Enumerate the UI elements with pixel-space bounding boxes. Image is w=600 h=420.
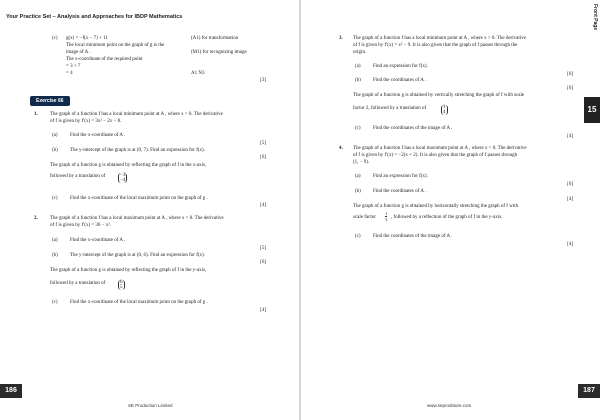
q3-stem-line2: of f is given by f′(x) = x² − 9. It is also given that the graph of f passes through the [353, 43, 518, 48]
q2-b-marks: [6] [260, 260, 266, 265]
q2-vec-bottom: 5 [120, 285, 123, 291]
q2-c-text: Find the x-coordinate of the local maximum point on the graph of g . [70, 300, 208, 305]
q1-number: 1. [34, 112, 38, 117]
q4-c-text: Find the coordinates of the image of A . [373, 234, 453, 239]
q2-vec-top: 6 [120, 280, 123, 286]
q2-transform-line1: The graph of a function g is obtained by reflecting the graph of f in the y-axis, [50, 268, 207, 273]
q4-transform-line2a: scale factor [353, 215, 376, 220]
q1-vec-top: −3 [120, 173, 126, 179]
q3-b-marks: [6] [567, 86, 573, 91]
q1-b-label: (b) [52, 148, 58, 153]
prev-line4: The x-coordinate of the required point [66, 57, 143, 62]
q4-c-marks: [4] [567, 242, 573, 247]
q4-scale-fraction [385, 211, 387, 222]
prev-line3-note: (M1) for recognizing image [191, 50, 247, 55]
q2-c-label: (c) [52, 300, 58, 305]
prev-line6: = 4 [66, 71, 73, 76]
q4-c-label: (c) [355, 234, 361, 239]
q3-stem-line3: origin. [353, 50, 367, 55]
q3-c-label: (c) [355, 126, 361, 131]
q3-stem-line1: The graph of a function f has a local minimum point at A , where x > 0. The derivative [353, 36, 526, 41]
right-page [301, 0, 600, 420]
q4-a-marks: [6] [567, 182, 573, 187]
q2-translation-vector [118, 276, 125, 294]
q1-c-marks: [4] [260, 203, 266, 208]
q1-a-marks: [5] [260, 141, 266, 146]
q3-c-marks: [4] [567, 134, 573, 139]
q1-b-text: The y-intercept of the graph is at (0, 7). Find an expression for f(x). [70, 148, 205, 153]
right-page-number: 187 [578, 384, 600, 398]
q3-b-label: (b) [355, 78, 361, 83]
q1-vec-bottom: −4 [120, 178, 126, 184]
q3-translation-vector [441, 101, 448, 119]
publisher-footer: SE Production Limited [128, 403, 173, 408]
q4-transform-line2b: , followed by a reflection of the graph of f in the y-axis. [391, 215, 503, 220]
chapter-tab: 15 [584, 97, 600, 123]
q4-frac-bottom: 3 [385, 217, 388, 222]
q4-transform-line1: The graph of a function g is obtained by horizontally stretching the graph of f with [353, 204, 519, 209]
prev-line5: = 3 + 7 [66, 64, 81, 69]
q3-vec-bottom: 4 [443, 110, 446, 116]
prev-line3: image of A . [66, 50, 91, 55]
q1-b-marks: [6] [260, 155, 266, 160]
q4-stem-line2: of f is given by f′(x) = −2(x + 2). It is also given that the graph of f passes through [353, 153, 518, 158]
left-page [0, 0, 299, 420]
left-page-number: 186 [0, 384, 22, 398]
q1-c-label: (c) [52, 196, 58, 201]
prev-marks: [3] [260, 78, 266, 83]
q1-a-label: (a) [52, 133, 58, 138]
q3-c-text: Find the coordinates of the image of A . [373, 126, 453, 131]
q3-a-label: (a) [355, 64, 361, 69]
q2-stem-line1: The graph of a function f has a local maximum point at A , where x > 0. The derivative [50, 216, 224, 221]
q4-stem-line1: The graph of a function f has a local maximum point at A , where x < 0. The derivative [353, 146, 527, 151]
q3-transform-line2: factor 2, followed by a translation of [353, 106, 427, 111]
q4-a-label: (a) [355, 174, 361, 179]
q4-b-label: (b) [355, 189, 361, 194]
q4-number: 4. [339, 146, 343, 151]
book-title: Your Practice Set – Analysis and Approaches for IBDP Mathematics [6, 14, 183, 20]
q1-stem-line2: of f is given by f′(x) = 3x² − 2x − 8. [50, 119, 122, 124]
q1-transform-line1: The graph of a function g is obtained by reflecting the graph of f in the x-axis, [50, 163, 207, 168]
prev-line1: g(x) = −f(x − 7) + 11 [66, 36, 108, 41]
prev-line1-note: (A1) for transformation [191, 36, 239, 41]
q2-stem-line2: of f is given by f′(x) = 36 − x². [50, 223, 112, 228]
q2-c-marks: [4] [260, 308, 266, 313]
q3-number: 3. [339, 36, 343, 41]
q2-number: 2. [34, 216, 38, 221]
q3-a-text: Find an expression for f(x). [373, 64, 428, 69]
q1-a-text: Find the x-coordinate of A . [70, 133, 126, 138]
q4-a-text: Find an expression for f(x). [373, 174, 428, 179]
q2-b-label: (b) [52, 253, 58, 258]
q2-b-text: The y-intercept of the graph is at (0, 6). Find an expression for f(x). [70, 253, 205, 258]
prev-line2: The local minimum point on the graph of g is the [66, 43, 165, 48]
q2-a-marks: [5] [260, 246, 266, 251]
q2-a-label: (a) [52, 238, 58, 243]
q4-stem-line3: (1, − 9). [353, 160, 370, 165]
q3-b-text: Find the coordinates of A . [373, 78, 427, 83]
q3-vec-top: 1 [443, 105, 446, 111]
q4-b-text: Find the coordinates of A . [373, 189, 427, 194]
prev-line6-note: A1 N3 [191, 71, 205, 76]
q2-transform-line2: followed by a translation of [50, 281, 106, 286]
q3-transform-line1: The graph of a function g is obtained by vertically stretching the graph of f with scale [353, 93, 525, 98]
prev-part-label: (c) [52, 36, 58, 41]
q1-stem-line1: The graph of a function f has a local minimum point at A , where x > 0. The derivative [50, 112, 223, 117]
q1-transform-line2: followed by a translation of [50, 174, 106, 179]
q2-a-text: Find the x-coordinate of A . [70, 238, 126, 243]
exercise-badge: Exercise 66 [30, 96, 70, 106]
q4-b-marks: [4] [567, 197, 573, 202]
front-page-label: Front Page [592, 4, 598, 31]
q1-c-text: Find the x-coordinate of the local maximum point on the graph of g . [70, 196, 208, 201]
website-footer: www.seprodstore.com [427, 403, 472, 408]
q4-frac-top: 1 [385, 211, 388, 216]
q3-a-marks: [6] [567, 72, 573, 77]
q1-translation-vector [118, 169, 127, 187]
